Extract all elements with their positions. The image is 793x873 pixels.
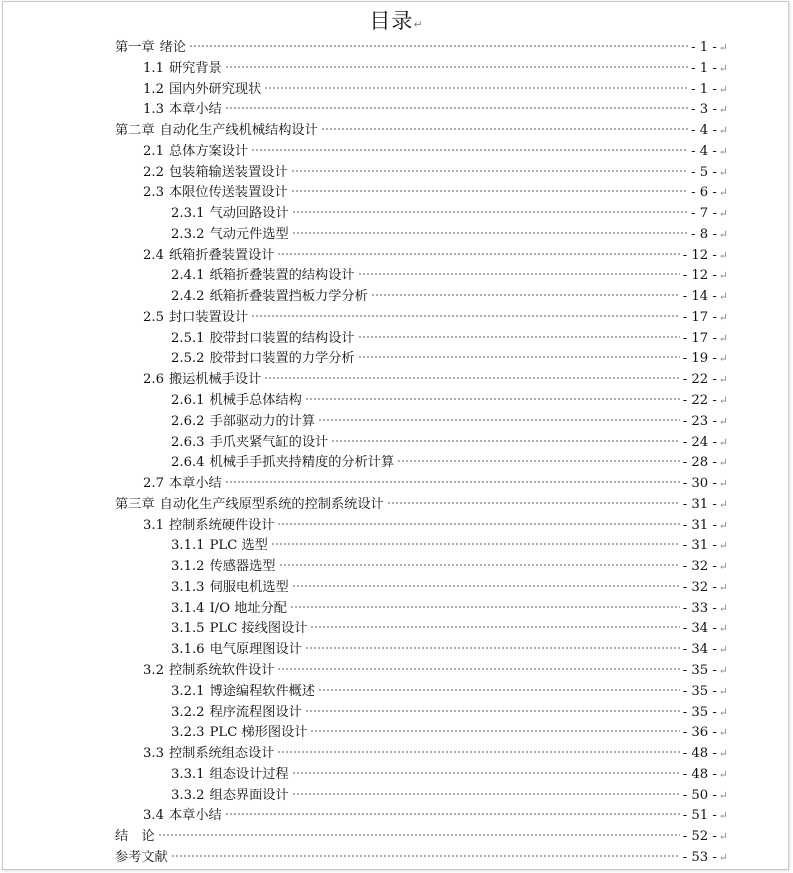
toc-entry-number: 2.5.2: [171, 351, 205, 367]
toc-entry[interactable]: [115, 599, 728, 620]
dot-leader: [225, 808, 680, 816]
paragraph-mark-icon: ↵: [718, 477, 728, 491]
toc-entry-title: 纸箱折叠装置设计: [168, 247, 275, 263]
paragraph-mark-icon: ↵: [718, 747, 728, 761]
toc-entry-number: 2.3: [143, 185, 164, 201]
paragraph-mark-icon: ↵: [718, 601, 728, 615]
toc-entry-number: 1.2: [143, 81, 164, 97]
toc-entry-title: I/O 地址分配: [209, 600, 287, 616]
paragraph-mark-icon: ↵: [718, 663, 728, 677]
toc-entry-page: - 31 -: [682, 496, 717, 512]
dot-leader: [331, 435, 679, 443]
toc-entry-page: - 28 -: [682, 455, 717, 471]
toc-entry-number: 3.4: [143, 808, 164, 824]
toc-entry-page: - 19 -: [682, 351, 717, 367]
toc-entry-title: 国内外研究现状: [168, 81, 262, 97]
toc-entry-number: 2.2: [143, 164, 164, 180]
dot-leader: [277, 248, 679, 256]
paragraph-mark-icon: ↵: [718, 331, 728, 345]
dot-leader: [225, 476, 680, 484]
toc-entry[interactable]: [115, 682, 728, 703]
toc-entry-page: - 33 -: [682, 600, 717, 616]
paragraph-mark-icon: ↵: [718, 809, 728, 823]
dot-leader: [277, 663, 679, 671]
toc-entry-title: 博途编程软件概述: [209, 683, 316, 699]
toc-entry-title: 传感器选型: [209, 559, 276, 575]
toc-entry-page: - 35 -: [682, 683, 717, 699]
dot-leader: [310, 725, 679, 733]
toc-entry-title: 电气原理图设计: [209, 642, 302, 658]
paragraph-mark-icon: ↵: [718, 310, 728, 324]
dot-leader: [290, 601, 680, 609]
toc-entry-page: - 4 -: [691, 123, 717, 139]
toc-entry[interactable]: [115, 225, 728, 246]
dot-leader: [189, 40, 688, 48]
toc-entry-number: 2.6.4: [171, 455, 205, 471]
paragraph-mark-icon: ↵: [718, 497, 728, 511]
toc-entry-page: - 1 -: [691, 40, 717, 55]
toc-entry-title: 伺服电机选型: [209, 579, 289, 595]
toc-entry[interactable]: [115, 516, 728, 537]
toc-entry-title: 本章小结: [168, 102, 222, 118]
paragraph-mark-icon: ↵: [718, 227, 728, 241]
toc-entry[interactable]: [115, 163, 728, 184]
paragraph-mark-icon: ↵: [718, 726, 728, 740]
toc-entry[interactable]: [115, 38, 728, 59]
toc-entry-number: 2.5.1: [171, 330, 205, 346]
toc-entry-page: - 6 -: [691, 185, 717, 201]
toc-entry[interactable]: [115, 765, 728, 786]
toc-entry-title: 控制系统硬件设计: [168, 517, 275, 533]
toc-entry-number: 2.4: [143, 247, 164, 263]
toc-entry-page: - 52 -: [682, 829, 717, 845]
toc-entry-title: 封口装置设计: [168, 309, 249, 325]
paragraph-mark-icon: ↵: [718, 248, 728, 262]
paragraph-mark-icon: ↵: [718, 61, 728, 75]
toc-entry-page: - 36 -: [682, 725, 717, 741]
toc-entry-title: 研究背景: [168, 60, 222, 76]
paragraph-mark-icon: ↵: [718, 560, 728, 574]
paragraph-mark-icon: ↵: [718, 207, 728, 221]
toc-entry[interactable]: [115, 329, 728, 350]
toc-entry-title: PLC 梯形图设计: [209, 725, 308, 741]
toc-entry-page: - 5 -: [691, 164, 717, 180]
dot-leader: [264, 372, 679, 380]
toc-entry[interactable]: [115, 246, 728, 267]
toc-entry-title: 胶带封口装置的结构设计: [209, 330, 355, 346]
toc-entry[interactable]: [115, 703, 728, 724]
toc-title-text: 目录: [369, 9, 414, 33]
toc-entry-number: 2.4.2: [171, 289, 205, 305]
toc-entry[interactable]: [115, 619, 728, 640]
toc-entry[interactable]: [115, 142, 728, 163]
toc-entry[interactable]: [115, 59, 728, 80]
toc-entry[interactable]: [115, 827, 728, 848]
toc-entry[interactable]: [115, 640, 728, 661]
toc-entry-title: 结 论: [115, 829, 155, 845]
toc-entry-number: 第一章: [115, 40, 155, 55]
toc-entry-page: - 34 -: [682, 621, 717, 637]
toc-entry-number: 3.1.1: [171, 538, 205, 554]
paragraph-mark-icon: ↵: [718, 186, 728, 200]
toc-entry-title: 本章小结: [168, 808, 222, 824]
toc-entry-page: - 17 -: [682, 330, 717, 346]
toc-entry[interactable]: [115, 806, 728, 827]
paragraph-mark-icon: ↵: [718, 622, 728, 636]
toc-entry-number: 2.3.2: [171, 226, 205, 242]
toc-entry[interactable]: [115, 433, 728, 454]
toc-entry-title: 胶带封口装置的力学分析: [209, 351, 355, 367]
paragraph-mark-icon: ↵: [718, 684, 728, 698]
dot-leader: [292, 767, 680, 775]
dot-leader: [292, 788, 680, 796]
toc-entry[interactable]: [115, 661, 728, 682]
toc-entry-page: - 12 -: [682, 247, 717, 263]
toc-entry[interactable]: [115, 723, 728, 744]
paragraph-mark-icon: ↵: [718, 82, 728, 96]
toc-entry-page: - 24 -: [682, 434, 717, 450]
toc-entry-number: 3.2.3: [171, 725, 205, 741]
table-of-contents: [115, 38, 728, 869]
paragraph-mark-icon: ↵: [718, 41, 728, 54]
toc-entry[interactable]: [115, 204, 728, 225]
toc-entry-number: 3.1: [143, 517, 164, 533]
toc-entry-page: - 48 -: [682, 746, 717, 762]
paragraph-mark-icon: ↵: [718, 705, 728, 719]
toc-entry[interactable]: [115, 183, 728, 204]
dot-leader: [171, 850, 680, 858]
paragraph-mark-icon: ↵: [718, 539, 728, 553]
paragraph-mark-icon: ↵: [718, 830, 728, 844]
paragraph-mark-icon: ↵: [718, 144, 728, 158]
toc-entry[interactable]: [115, 287, 728, 308]
paragraph-mark-icon: ↵: [718, 124, 728, 138]
toc-entry-number: 2.6.3: [171, 434, 205, 450]
toc-entry[interactable]: [115, 266, 728, 287]
dot-leader: [291, 185, 688, 193]
toc-entry[interactable]: [115, 349, 728, 370]
toc-entry-title: 机械手手抓夹持精度的分析计算: [209, 455, 395, 471]
paragraph-mark-icon: ↵: [718, 269, 728, 283]
toc-entry-number: 3.3.1: [171, 766, 205, 782]
toc-entry-title: 纸箱折叠装置挡板力学分析: [209, 289, 368, 305]
dot-leader: [225, 61, 688, 69]
toc-entry-title: 气动元件选型: [209, 226, 289, 242]
toc-entry-page: - 51 -: [682, 808, 717, 824]
toc-entry[interactable]: [115, 536, 728, 557]
toc-entry-page: - 53 -: [682, 849, 717, 865]
paragraph-mark-icon: ↵: [718, 788, 728, 802]
toc-entry-title: 搬运机械手设计: [168, 372, 262, 388]
toc-entry-page: - 34 -: [682, 642, 717, 658]
toc-entry-number: 3.1.4: [171, 600, 205, 616]
dot-leader: [358, 351, 680, 359]
toc-entry-number: 2.4.1: [171, 268, 205, 284]
toc-entry-number: 3.3: [143, 746, 164, 762]
toc-entry-title: 机械手总体结构: [209, 393, 302, 409]
toc-entry-number: 2.1: [143, 143, 164, 159]
toc-entry-page: - 31 -: [682, 538, 717, 554]
toc-entry-page: - 4 -: [691, 143, 717, 159]
toc-entry-page: - 32 -: [682, 559, 717, 575]
toc-entry-number: 2.6.2: [171, 413, 205, 429]
paragraph-mark-icon: ↵: [413, 18, 424, 31]
toc-entry-page: - 17 -: [682, 309, 717, 325]
paragraph-mark-icon: ↵: [718, 850, 728, 864]
paragraph-mark-icon: ↵: [718, 414, 728, 428]
toc-entry-title: 包装箱输送装置设计: [168, 164, 288, 180]
toc-entry[interactable]: [115, 578, 728, 599]
dot-leader: [358, 331, 680, 339]
paragraph-mark-icon: ↵: [718, 767, 728, 781]
toc-entry[interactable]: [115, 453, 728, 474]
dot-leader: [310, 621, 679, 629]
dot-leader: [292, 206, 688, 214]
toc-entry-title: 自动化生产线机械结构设计: [159, 123, 318, 139]
toc-entry-title: 控制系统软件设计: [168, 662, 275, 678]
toc-entry-page: - 23 -: [682, 413, 717, 429]
toc-entry-title: 绪论: [159, 40, 186, 55]
toc-entry[interactable]: [115, 370, 728, 391]
dot-leader: [305, 642, 680, 650]
dot-leader: [318, 684, 680, 692]
dot-leader: [292, 580, 680, 588]
toc-entry-page: - 32 -: [682, 579, 717, 595]
toc-entry-title: 手爪夹紧气缸的设计: [209, 434, 329, 450]
toc-entry-number: 3.2: [143, 662, 164, 678]
dot-leader: [291, 165, 688, 173]
toc-entry-title: 本限位传送装置设计: [168, 185, 288, 201]
toc-entry-title: 程序流程图设计: [209, 704, 302, 720]
paragraph-mark-icon: ↵: [718, 435, 728, 449]
toc-entry[interactable]: [115, 412, 728, 433]
dot-leader: [251, 144, 688, 152]
toc-entry-title: 纸箱折叠装置的结构设计: [209, 268, 355, 284]
toc-entry[interactable]: [115, 744, 728, 765]
dot-leader: [321, 123, 688, 131]
toc-entry-title: PLC 选型: [209, 538, 268, 554]
toc-entry[interactable]: [115, 100, 728, 121]
toc-entry-page: - 35 -: [682, 662, 717, 678]
toc-entry[interactable]: [115, 308, 728, 329]
dot-leader: [371, 289, 680, 297]
toc-entry-number: 2.6.1: [171, 393, 205, 409]
toc-entry-page: - 48 -: [682, 766, 717, 782]
paragraph-mark-icon: ↵: [718, 394, 728, 408]
dot-leader: [397, 455, 680, 463]
toc-entry-number: 2.7: [143, 476, 164, 492]
toc-entry[interactable]: [115, 786, 728, 807]
dot-leader: [225, 102, 688, 110]
toc-entry-number: 3.2.1: [171, 683, 205, 699]
toc-entry-number: 3.1.3: [171, 579, 205, 595]
dot-leader: [277, 518, 679, 526]
toc-entry-number: 第二章: [115, 123, 155, 139]
paragraph-mark-icon: ↵: [718, 373, 728, 387]
toc-title: [0, 5, 793, 35]
toc-entry-title: PLC 接线图设计: [209, 621, 308, 637]
toc-entry-page: - 22 -: [682, 393, 717, 409]
paragraph-mark-icon: ↵: [718, 290, 728, 304]
toc-entry-title: 控制系统组态设计: [168, 746, 275, 762]
toc-entry-page: - 7 -: [691, 206, 717, 222]
toc-entry-number: 2.3.1: [171, 206, 205, 222]
toc-entry-page: - 12 -: [682, 268, 717, 284]
toc-entry-number: 3.2.2: [171, 704, 205, 720]
dot-leader: [292, 227, 688, 235]
dot-leader: [277, 746, 679, 754]
toc-entry-number: 第三章: [115, 496, 155, 512]
toc-entry-title: 参考文献: [115, 849, 168, 865]
toc-entry[interactable]: [115, 391, 728, 412]
toc-entry-page: - 35 -: [682, 704, 717, 720]
paragraph-mark-icon: ↵: [718, 165, 728, 179]
toc-entry-page: - 3 -: [691, 102, 717, 118]
paragraph-mark-icon: ↵: [718, 352, 728, 366]
toc-entry-title: 总体方案设计: [168, 143, 249, 159]
toc-entry-number: 2.6: [143, 372, 164, 388]
toc-entry[interactable]: [115, 121, 728, 142]
paragraph-mark-icon: ↵: [718, 643, 728, 657]
toc-entry-page: - 14 -: [682, 289, 717, 305]
toc-entry[interactable]: [115, 474, 728, 495]
toc-entry-number: 3.3.2: [171, 787, 205, 803]
toc-entry-page: - 30 -: [682, 476, 717, 492]
toc-entry-title: 组态设计过程: [209, 766, 289, 782]
toc-entry-number: 1.1: [143, 60, 164, 76]
paragraph-mark-icon: ↵: [718, 456, 728, 470]
paragraph-mark-icon: ↵: [718, 103, 728, 117]
toc-entry-title: 自动化生产线原型系统的控制系统设计: [159, 496, 384, 512]
toc-entry-page: - 31 -: [682, 517, 717, 533]
toc-entry-title: 手部驱动力的计算: [209, 413, 316, 429]
toc-entry[interactable]: [115, 557, 728, 578]
dot-leader: [358, 268, 680, 276]
dot-leader: [264, 82, 688, 90]
dot-leader: [305, 393, 680, 401]
toc-entry-page: - 50 -: [682, 787, 717, 803]
dot-leader: [318, 414, 680, 422]
toc-entry-page: - 1 -: [691, 81, 717, 97]
dot-leader: [271, 538, 680, 546]
toc-entry-number: 1.3: [143, 102, 164, 118]
paragraph-mark-icon: ↵: [718, 580, 728, 594]
toc-entry-title: 气动回路设计: [209, 206, 289, 222]
toc-entry-title: 本章小结: [168, 476, 222, 492]
dot-leader: [279, 559, 680, 567]
toc-entry-page: - 8 -: [691, 226, 717, 242]
toc-entry[interactable]: [115, 80, 728, 101]
toc-entry-number: 3.1.2: [171, 559, 205, 575]
toc-entry-number: 2.5: [143, 309, 164, 325]
toc-entry-title: 组态界面设计: [209, 787, 289, 803]
toc-entry[interactable]: [115, 495, 728, 516]
dot-leader: [251, 310, 680, 318]
paragraph-mark-icon: ↵: [718, 518, 728, 532]
toc-entry-number: 3.1.5: [171, 621, 205, 637]
toc-entry-page: - 22 -: [682, 372, 717, 388]
toc-entry[interactable]: [115, 848, 728, 869]
dot-leader: [305, 705, 680, 713]
dot-leader: [387, 497, 680, 505]
toc-entry-page: - 1 -: [691, 60, 717, 76]
dot-leader: [158, 829, 680, 837]
toc-entry-number: 3.1.6: [171, 642, 205, 658]
